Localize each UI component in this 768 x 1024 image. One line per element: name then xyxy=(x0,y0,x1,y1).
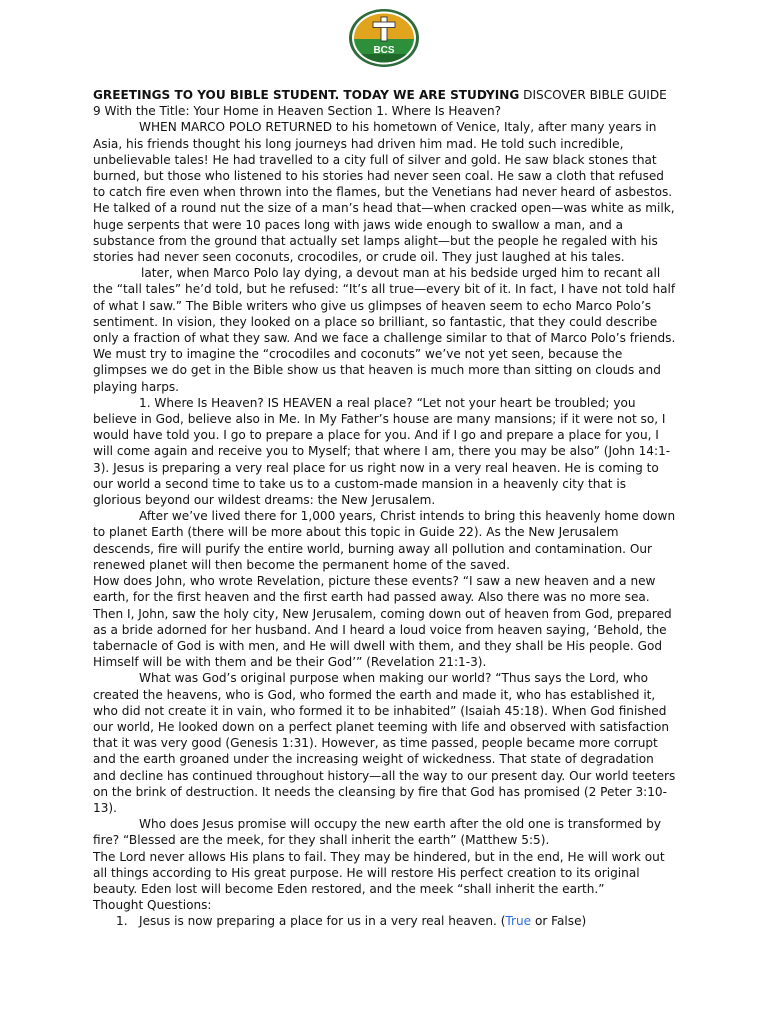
paragraph-marco-polo-dying: later, when Marco Polo lay dying, a devout man at his bedside urged him to recant all the “tall tales” he’d told, but he refused: “It’s all true—every bit of it. In fact, I have not told half of what I saw.” The Bible writers who give us glimpses of heaven seem to echo Marco Polo’s sentiment. In vision, they looked on a place so brilliant, so fantastic, that they could describe only a fraction of what they saw. And we face a challenge similar to that of Marco Polo’s friends. We must try to imagine the “crocodiles and coconuts” we’ve not yet seen, because the glimpses we do get in the Bible show us that heaven is much more than sitting on clouds and playing harps. xyxy=(93,266,676,394)
logo-text: BCS xyxy=(373,45,395,56)
intro-bold-text: GREETINGS TO YOU BIBLE STUDENT. TODAY WE ARE STUDYING xyxy=(93,88,520,102)
thought-question-text: Jesus is now preparing a place for us in a very real heaven. ( xyxy=(139,914,506,929)
document-body xyxy=(93,87,677,930)
bcs-logo xyxy=(347,8,421,68)
bcs-logo-graphic xyxy=(347,8,421,68)
thought-question-number: 1. xyxy=(116,914,128,929)
paragraph-plans: The Lord never allows His plans to fail. They may be hindered, but in the end, He will work out all things according to His great purpose. He will restore His perfect creation to its original beauty. Eden lost will become Eden restored, and the meek “shall inherit the earth.” xyxy=(93,849,665,896)
thought-question-item xyxy=(93,913,677,929)
intro-paragraph xyxy=(93,87,677,119)
paragraph-meek: Who does Jesus promise will occupy the new earth after the old one is transformed by fire? “Blessed are the meek, for they shall inherit the earth” (Matthew 5:5). xyxy=(93,817,661,848)
paragraph-original-purpose: What was God’s original purpose when making our world? “Thus says the Lord, who created the heavens, who is God, who formed the earth and made it, who has established it, who did not create it in vain, who formed it to be inhabited” (Isaiah 45:18). When God finished our world, He looked down on a perfect planet teeming with life and observed with satisfaction that it was very good (Genesis 1:31). However, as time passed, people became more corrupt and the earth groaned under the increasing weight of wickedness. That state of degradation and decline has continued throughout history—all the way to our present day. Our world teeters on the brink of destruction. It needs the cleansing by fire that God has promised (2 Peter 3:10-13). xyxy=(93,671,676,815)
answer-true-option: True xyxy=(505,914,532,929)
intro-rest-text: DISCOVER BIBLE GUIDE 9 With the Title: Your Home in Heaven Section 1. Where Is Heaven? xyxy=(93,88,667,119)
paragraph-marco-polo: WHEN MARCO POLO RETURNED to his hometown of Venice, Italy, after many years in Asia, his friends thought his long journeys had driven him mad. He told such incredible, unbelievable tales! He had travelled to a city full of silver and gold. He saw black stones that burned, but those who listened to his stories had never seen coal. He saw a cloth that refused to catch fire even when thrown into the flames, but the Venetians had never heard of asbestos. He talked of a round nut the size of a man’s head that—when cracked open—was white as milk, huge serpents that were 10 paces long with jaws wide enough to swallow a man, and a substance from the ground that actually set lamps alight—but the people he regaled with his stories had never seen coconuts, crocodiles, or crude oil. They just laughed at his tales. xyxy=(93,120,675,265)
answer-false-option: or False) xyxy=(531,914,587,929)
thought-questions-heading: Thought Questions: xyxy=(93,898,212,913)
paragraph-revelation: How does John, who wrote Revelation, picture these events? “I saw a new heaven and a new earth, for the first heaven and the first earth had passed away. Also there was no more sea. Then I, John, saw the holy city, New Jerusalem, coming down out of heaven from God, prepared as a bride adorned for her husband. And I heard a loud voice from heaven saying, ‘Behold, the tabernacle of God is with men, and He will dwell with them, and they shall be His people. God Himself will be with them and be their God’” (Revelation 21:1-3). xyxy=(93,574,672,670)
paragraph-thousand-years: After we’ve lived there for 1,000 years, Christ intends to bring this heavenly home down to planet Earth (there will be more about this topic in Guide 22). As the New Jerusalem descends, fire will purify the entire world, burning away all pollution and contamination. Our renewed planet will then become the permanent home of the saved. xyxy=(93,509,676,572)
paragraph-where-is-heaven: 1. Where Is Heaven? IS HEAVEN a real place? “Let not your heart be troubled; you believe in God, believe also in Me. In My Father’s house are many mansions; if it were not so, I would have told you. I go to prepare a place for you. And if I go and prepare a place for you, I will come again and receive you to Myself; that where I am, there you may be also” (John 14:1-3). Jesus is preparing a very real place for us right now in a very real heaven. He is coming to our world a second time to take us to a custom-made mansion in a heavenly city that is glorious beyond our wildest dreams: the New Jerusalem. xyxy=(93,395,671,508)
